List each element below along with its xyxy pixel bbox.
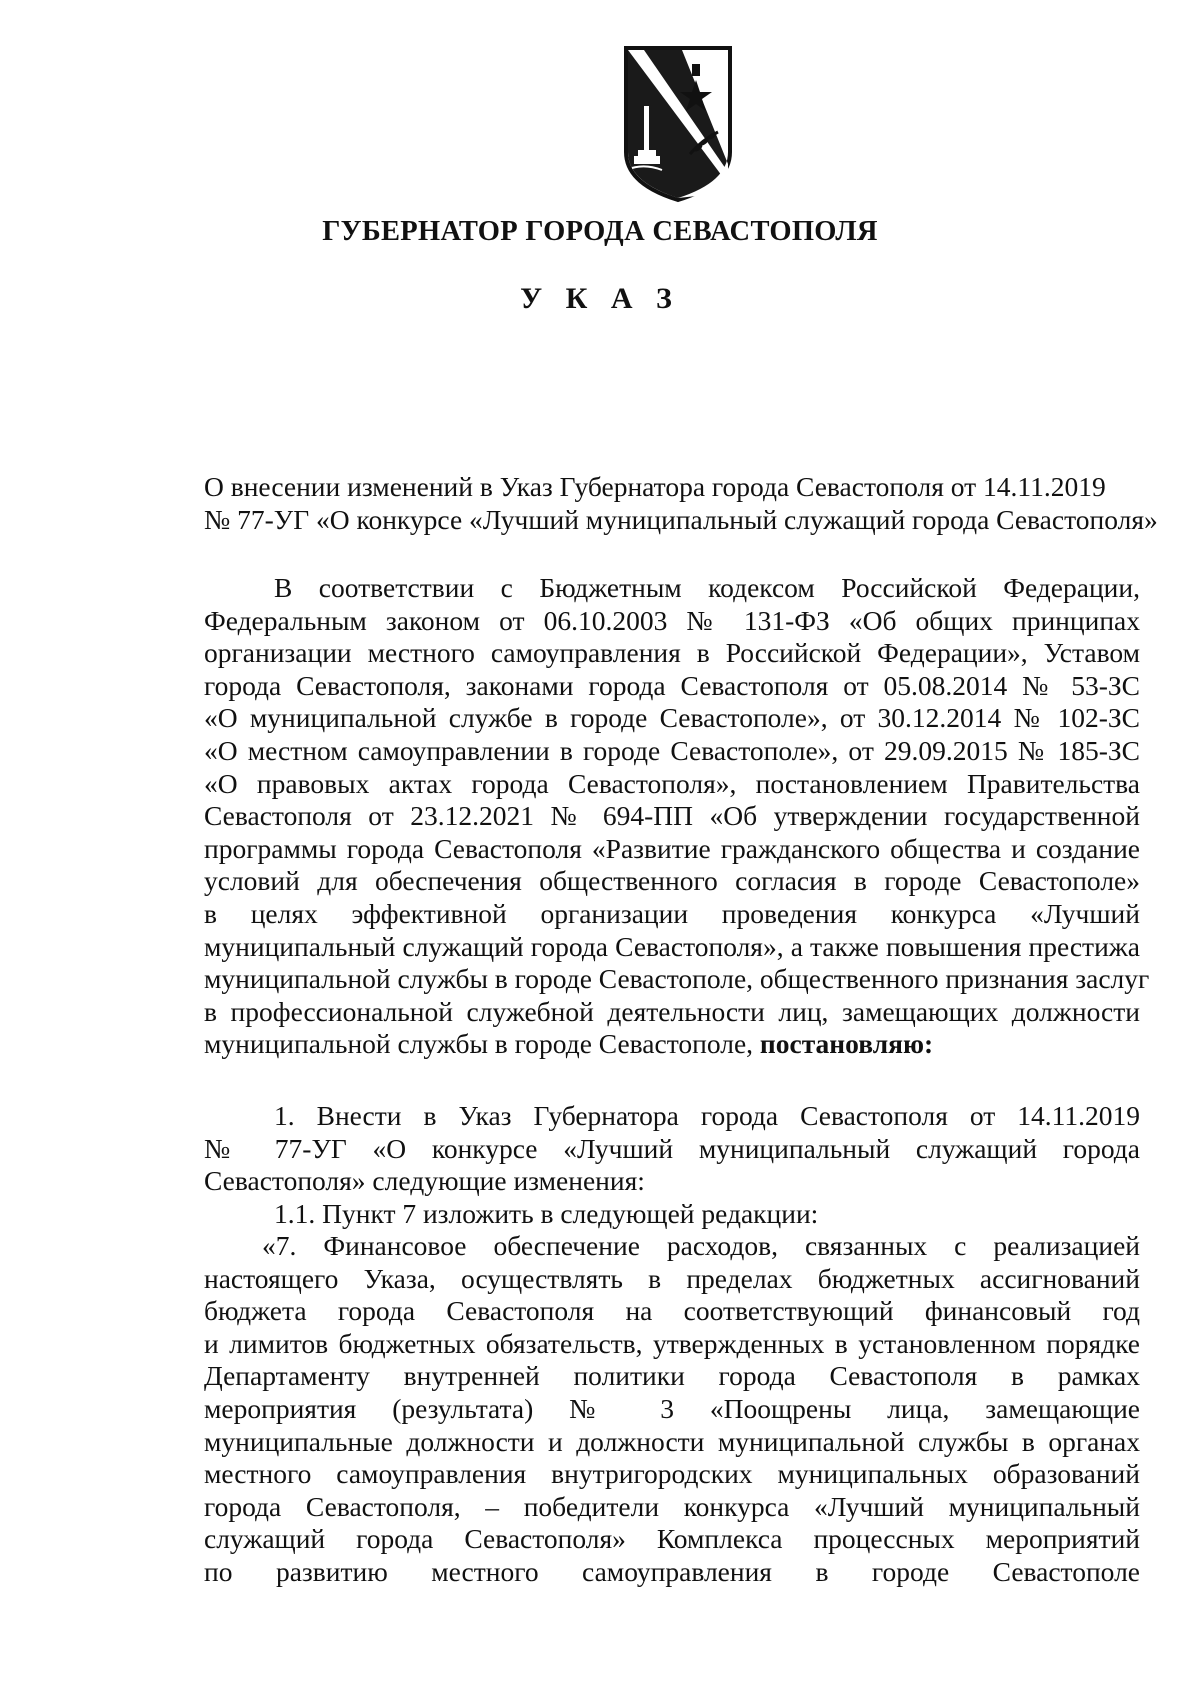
preamble-line: «О местном самоуправлении в городе Севастополе», от 29.09.2015 № 185-ЗС <box>204 734 1140 766</box>
decision-word: постановляю: <box>759 1028 934 1060</box>
preamble-line: города Севастополя, законами города Севастополя от 05.08.2014 № 53-ЗС <box>204 669 1140 701</box>
preamble-line: в целях эффективной организации проведения конкурса «Лучший <box>204 897 1140 929</box>
item-7-line: Департаменту внутренней политики города Севастополя в рамках <box>204 1360 1140 1392</box>
preamble-paragraph <box>204 572 1150 1061</box>
item-7-line: местного самоуправления внутригородских муниципальных образований <box>204 1458 1140 1490</box>
item-7-line: бюджета города Севастополя на соответствующий финансовый год <box>204 1295 1140 1327</box>
item-1-paragraph <box>204 1100 1140 1198</box>
item-1-line: № 77-УГ «О конкурсе «Лучший муниципальный служащий города <box>204 1132 1140 1164</box>
document-type-title: У К А З <box>520 282 680 315</box>
preamble-line: условий для обеспечения общественного согласия в городе Севастополе» <box>204 865 1140 897</box>
subject-line: № 77-УГ «О конкурсе «Лучший муниципальный служащий города Севастополя» <box>204 504 1158 535</box>
preamble-line: программы города Севастополя «Развитие гражданского общества и создание <box>204 832 1140 864</box>
item-7-line: и лимитов бюджетных обязательств, утвержденных в установленном порядке <box>204 1327 1140 1359</box>
item-7-line: служащий города Севастополя» Комплекса процессных мероприятий <box>204 1523 1140 1555</box>
preamble-line: В соответствии с Бюджетным кодексом Российской Федерации, <box>274 572 1140 603</box>
item-7-line: «7. Финансовое обеспечение расходов, связанных с реализацией <box>262 1230 1140 1261</box>
item-7-line: муниципальные должности и должности муниципальной службы в органах <box>204 1425 1140 1457</box>
document-subject <box>204 470 1158 536</box>
preamble-line: муниципальной службы в городе Севастополе, общественного признания заслуг <box>204 963 1150 995</box>
preamble-line: муниципальный служащий города Севастополя», а также повышения престижа <box>204 930 1140 962</box>
item-1-last-line: Севастополя» следующие изменения: <box>204 1165 645 1197</box>
item-1-1-paragraph <box>204 1198 1140 1231</box>
preamble-line: «О правовых актах города Севастополя», постановлением Правительства <box>204 767 1140 799</box>
preamble-line: в профессиональной служебной деятельности лиц, замещающих должности <box>204 995 1140 1027</box>
preamble-last-line <box>204 1028 1140 1061</box>
preamble-last-text: муниципальной службы в городе Севастополе, <box>204 1028 754 1060</box>
item-1-1-line: 1.1. Пункт 7 изложить в следующей редакции: <box>274 1198 819 1229</box>
item-7-line: города Севастополя, – победители конкурса «Лучший муниципальный <box>204 1490 1140 1522</box>
preamble-line: Федеральным законом от 06.10.2003 № 131-ФЗ «Об общих принципах <box>204 604 1140 636</box>
preamble-line: организации местного самоуправления в Российской Федерации», Уставом <box>204 637 1140 669</box>
item-7-line: по развитию местного самоуправления в городе Севастополе <box>204 1555 1140 1587</box>
item-7-new-text <box>204 1230 1140 1589</box>
organization-title: ГУБЕРНАТОР ГОРОДА СЕВАСТОПОЛЯ <box>322 216 878 247</box>
item-7-line: мероприятия (результата) № 3 «Поощрены лица, замещающие <box>204 1392 1140 1424</box>
sevastopol-coat-of-arms-emblem <box>622 44 734 204</box>
item-1-line: 1. Внести в Указ Губернатора города Севастополя от 14.11.2019 <box>274 1100 1140 1131</box>
preamble-line: «О муниципальной службе в городе Севастополе», от 30.12.2014 № 102-ЗС <box>204 702 1140 734</box>
subject-line: О внесении изменений в Указ Губернатора города Севастополя от 14.11.2019 <box>204 471 1106 502</box>
item-7-line: настоящего Указа, осуществлять в пределах бюджетных ассигнований <box>204 1262 1140 1294</box>
preamble-line: Севастополя от 23.12.2021 № 694-ПП «Об утверждении государственной <box>204 800 1140 832</box>
